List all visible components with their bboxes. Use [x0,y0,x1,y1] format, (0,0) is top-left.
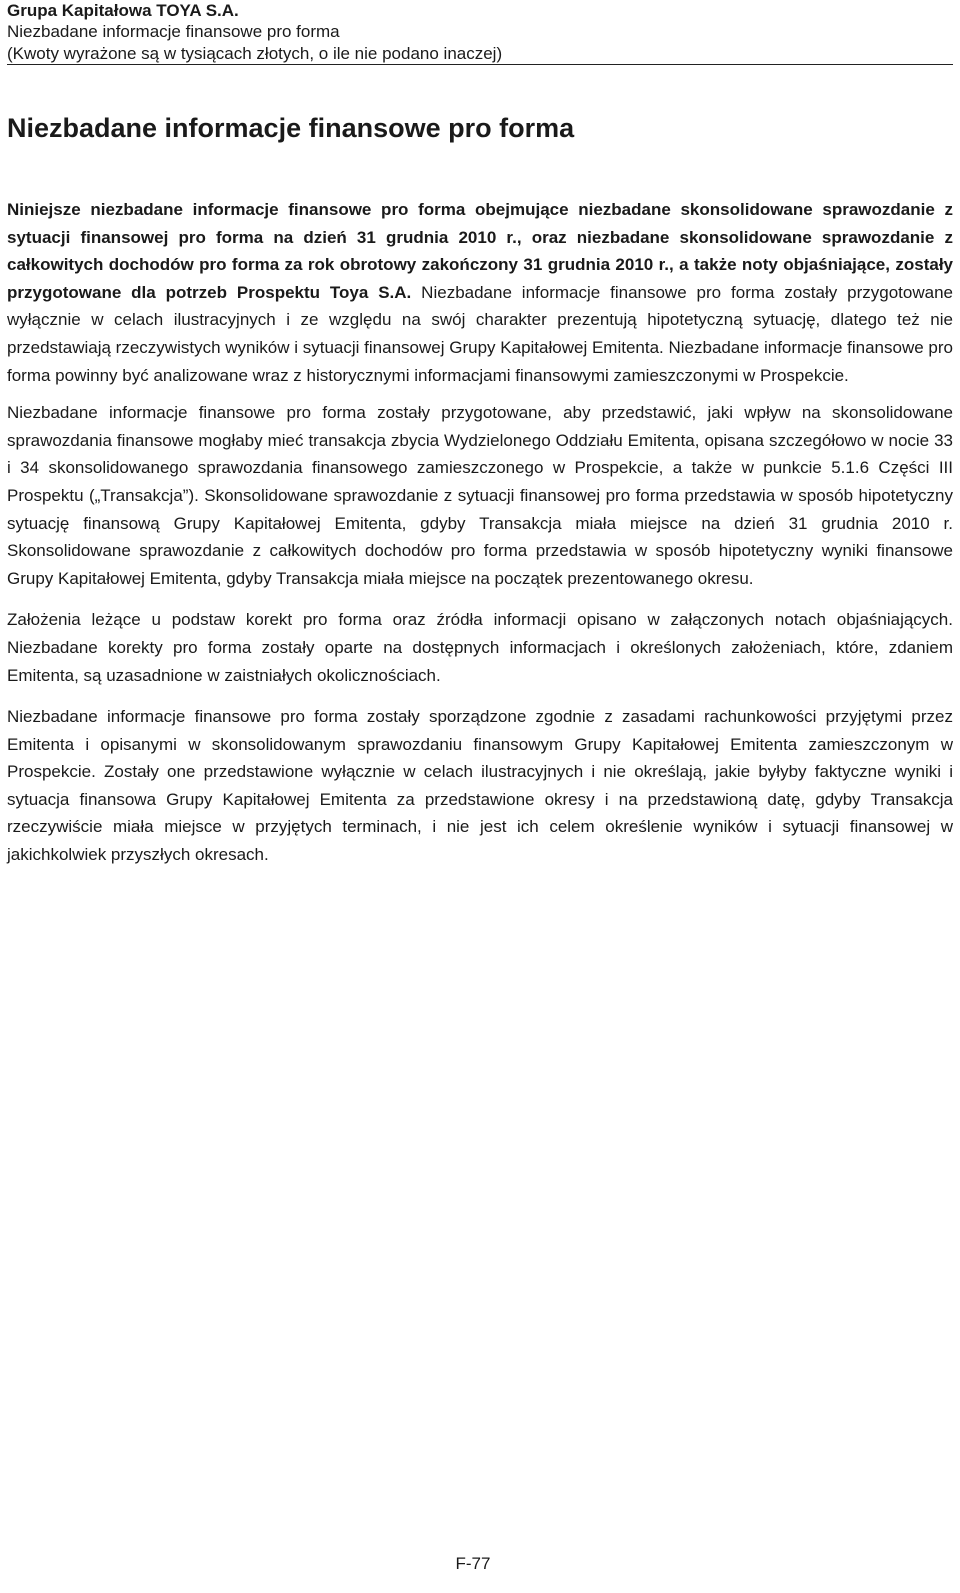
header-divider [7,64,953,65]
paragraph-1-bold: Niniejsze niezbadane informacje finansowe pro forma obejmujące niezbadane skonsolidowane sprawozdanie z sytuacji finansowej pro forma na dzień 31 grudnia 2010 r., oraz niezbadane skonsolidowane sprawozdanie z całkowitych dochodów pro forma za rok obrotowy zakończony 31 grudnia 2010 r., a także noty objaśniające, zostały przygotowane dla potrzeb Prospektu Toya S.A. [7,200,953,302]
body-text [7,196,953,883]
paragraph-1 [7,196,953,389]
paragraph-3: Założenia leżące u podstaw korekt pro forma oraz źródła informacji opisano w załączonych notach objaśniających. Niezbadane korekty pro forma zostały oparte na dostępnych informacjach i określonych założeniach, które, zdaniem Emitenta, są uzasadnione w zaistniałych okolicznościach. [7,610,953,685]
page-footer [0,1553,960,1575]
page-header [7,0,953,65]
header-note: (Kwoty wyrażone są w tysiącach złotych, o ile nie podano inaczej) [7,44,503,63]
paragraph-1-rest: Niezbadane informacje finansowe pro forma zostały przygotowane wyłącznie w celach ilustracyjnych i ze względu na swój charakter prezentują hipotetyczną sytuację, dlatego też nie przedstawiają rzeczywistych wyników i sytuacji finansowej Grupy Kapitałowej Emitenta. Niezbadane informacje finansowe pro forma powinny być analizowane wraz z historycznymi informacjami finansowymi zamieszczonymi w Prospekcie. [7,282,953,385]
paragraph-4: Niezbadane informacje finansowe pro forma zostały sporządzone zgodnie z zasadami rachunkowości przyjętymi przez Emitenta i opisanymi w skonsolidowanym sprawozdaniu finansowym Grupy Kapitałowej Emitenta zamieszczonym w Prospekcie. Zostały one przedstawione wyłącznie w celach ilustracyjnych i nie określają, jakie byłyby faktyczne wyniki i sytuacja finansowa Grupy Kapitałowej Emitenta za przedstawione okresy i na przedstawioną datę, gdyby Transakcja rzeczywiście miała miejsce w przyjętych terminach, i nie jest ich celem określenie wyników i sytuacji finansowej w jakichkolwiek przyszłych okresach. [7,707,953,865]
header-subtitle: Niezbadane informacje finansowe pro forma [7,22,340,41]
header-company-name: Grupa Kapitałowa TOYA S.A. [7,1,239,20]
page-number: F-77 [455,1554,491,1573]
section-title: Niezbadane informacje finansowe pro forma [7,113,575,143]
paragraph-2: Niezbadane informacje finansowe pro forma zostały przygotowane, aby przedstawić, jaki wpływ na skonsolidowane sprawozdania finansowe mogłaby mieć transakcja zbycia Wydzielonego Oddziału Emitenta, opisana szczegółowo w nocie 33 i 34 skonsolidowanego sprawozdania finansowego zamieszczonego w Prospekcie, a także w punkcie 5.1.6 Części III Prospektu („Transakcja”). Skonsolidowane sprawozdanie z sytuacji finansowej pro forma przedstawia w sposób hipotetyczny sytuację finansową Grupy Kapitałowej Emitenta, gdyby Transakcja miała miejsce na dzień 31 grudnia 2010 r. Skonsolidowane sprawozdanie z całkowitych dochodów pro forma przedstawia w sposób hipotetyczny wyniki finansowe Grupy Kapitałowej Emitenta, gdyby Transakcja miała miejsce na początek prezentowanego okresu. [7,403,953,588]
